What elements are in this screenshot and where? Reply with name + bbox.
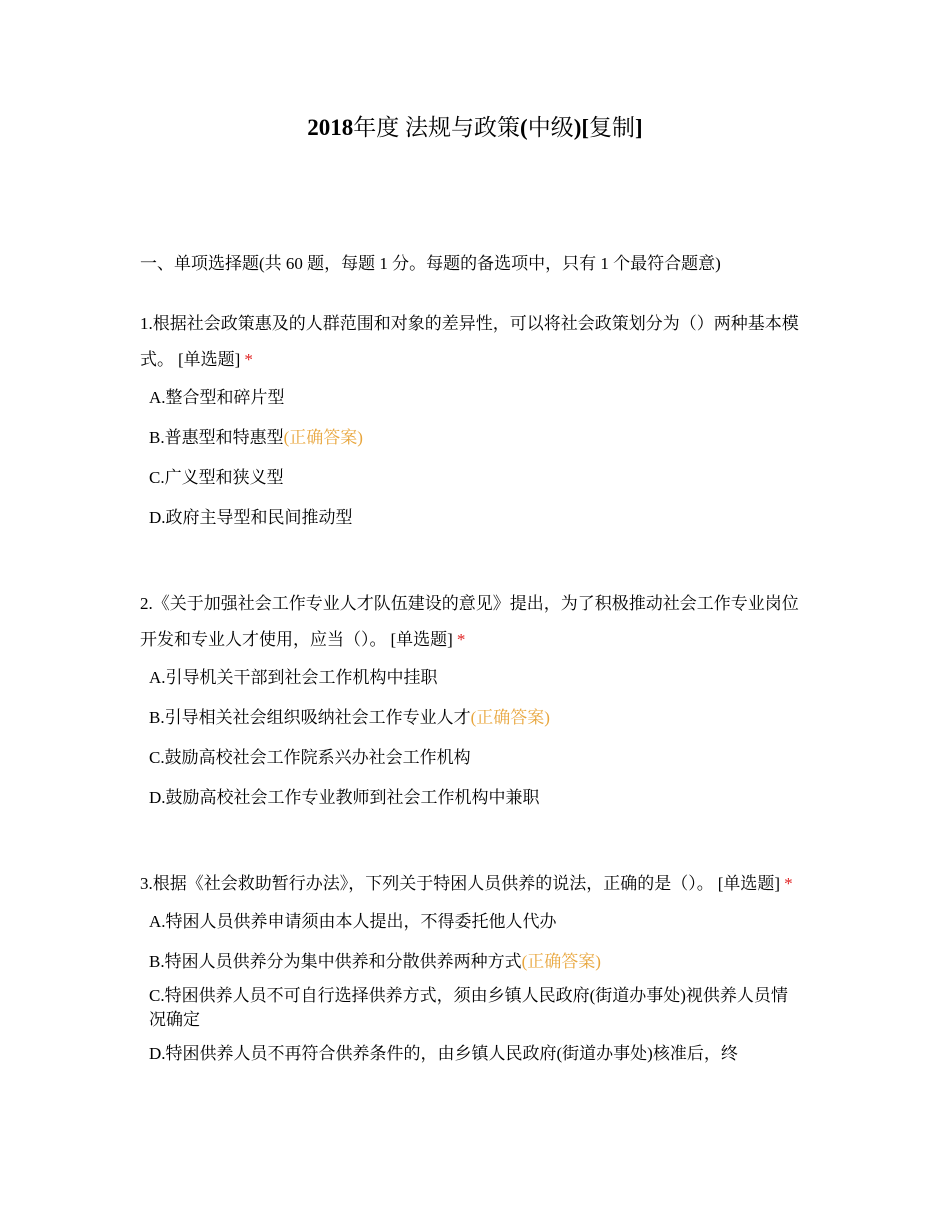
document-title (0, 112, 950, 144)
option-list (149, 666, 815, 810)
required-mark: * (784, 874, 793, 893)
option-a[interactable] (149, 386, 799, 410)
option-text: C.特困供养人员不可自行选择供养方式，须由乡镇人民政府(街道办事处)视供养人员情况确定 (149, 986, 788, 1029)
option-d[interactable] (149, 506, 799, 530)
option-text: D.政府主导型和民间推动型 (149, 508, 353, 527)
option-d[interactable] (149, 786, 799, 810)
option-c[interactable] (149, 984, 799, 1032)
correct-answer-tag: (正确答案) (521, 952, 601, 971)
option-text: D.特困供养人员不再符合供养条件的，由乡镇人民政府(街道办事处)核准后，终 (149, 1044, 738, 1063)
option-text: B.特困人员供养分为集中供养和分散供养两种方式 (149, 952, 522, 971)
title-copy: 复制 (589, 115, 636, 140)
option-b[interactable] (149, 426, 799, 450)
required-mark: * (456, 630, 466, 649)
question-type-label: [单选题] (717, 874, 781, 893)
option-a[interactable] (149, 910, 799, 934)
option-c[interactable] (149, 746, 799, 770)
option-text: A.引导机关干部到社会工作机构中挂职 (149, 668, 438, 687)
option-b[interactable] (149, 706, 799, 730)
question-3 (140, 866, 815, 1076)
title-paren-close: )[ (573, 115, 590, 140)
option-a[interactable] (149, 666, 799, 690)
option-text: B.普惠型和特惠型 (149, 428, 284, 447)
option-text: C.广义型和狭义型 (149, 468, 284, 487)
option-text: A.特困人员供养申请须由本人提出，不得委托他人代办 (149, 912, 557, 931)
option-d[interactable] (149, 1042, 799, 1066)
option-text: D.鼓励高校社会工作专业教师到社会工作机构中兼职 (149, 788, 540, 807)
title-level: 中级 (527, 115, 574, 140)
option-text: B.引导相关社会组织吸纳社会工作专业人才 (149, 708, 471, 727)
title-paren-open: ( (520, 115, 528, 140)
question-type-label: [单选题] (178, 350, 241, 369)
required-mark: * (244, 350, 253, 369)
option-text: A.整合型和碎片型 (149, 388, 285, 407)
section-heading: 一、单项选择题(共 60 题，每题 1 分。每题的备选项中，只有 1 个最符合题意) (140, 254, 721, 273)
question-1-text: 1.根据社会政策惠及的人群范围和对象的差异性，可以将社会政策划分为（）两种基本模式。 (140, 314, 799, 369)
title-year: 2018 (307, 115, 354, 140)
question-1 (140, 306, 815, 546)
correct-answer-tag: (正确答案) (283, 428, 363, 447)
question-2-text: 2.《关于加强社会工作专业人才队伍建设的意见》提出，为了积极推动社会工作专业岗位开发和专业人才使用，应当（）。 (140, 594, 799, 649)
question-text (140, 866, 815, 902)
title-bracket-close: ] (635, 115, 643, 140)
option-b[interactable] (149, 950, 799, 974)
question-2 (140, 586, 815, 826)
option-text: C.鼓励高校社会工作院系兴办社会工作机构 (149, 748, 471, 767)
option-list (149, 910, 815, 1066)
question-text (140, 586, 815, 658)
title-main: 年度 法规与政策 (353, 115, 521, 140)
question-text (140, 306, 815, 378)
option-list (149, 386, 815, 530)
question-type-label: [单选题] (390, 630, 453, 649)
correct-answer-tag: (正确答案) (470, 708, 550, 727)
option-c[interactable] (149, 466, 799, 490)
question-3-text: 3.根据《社会救助暂行办法》，下列关于特困人员供养的说法，正确的是（）。 (140, 874, 714, 893)
